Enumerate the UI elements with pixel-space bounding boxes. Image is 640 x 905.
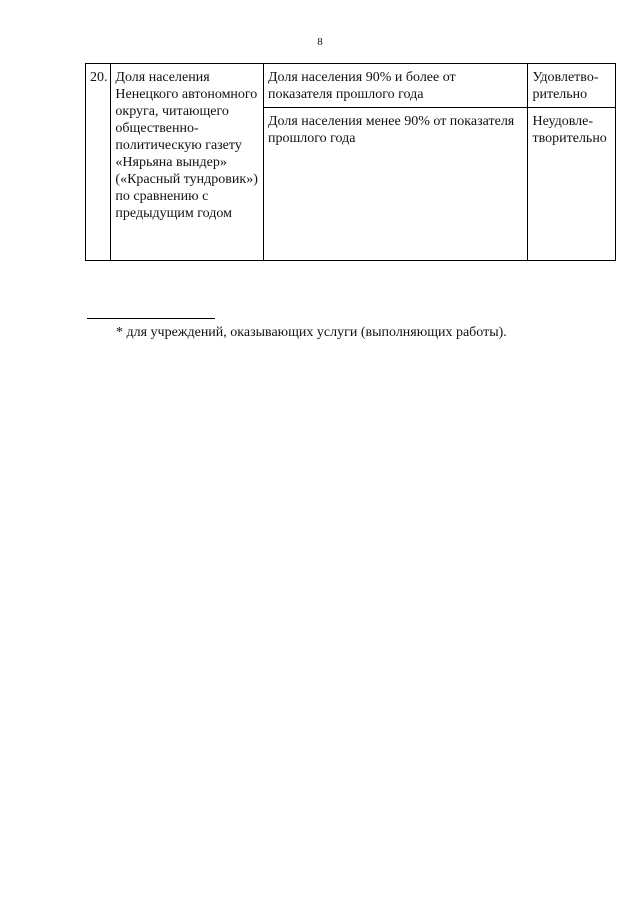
row-number: 20. bbox=[86, 64, 111, 261]
indicator-cell: Доля населения Ненецкого автономного округа, читающего общественно-политическую газету «Нярьяна вындер» («Красный тундровик») по сравнению с предыдущим годом bbox=[111, 64, 264, 261]
table-row bbox=[86, 64, 616, 108]
criteria-table bbox=[85, 63, 616, 261]
criterion-value-cell: Доля населения 90% и более от показателя прошлого года bbox=[264, 64, 528, 108]
criterion-value-cell: Доля населения менее 90% от показателя прошлого года bbox=[264, 108, 528, 261]
footnote: * для учреждений, оказывающих услуги (выполняющих работы). bbox=[116, 325, 507, 340]
footnote-divider bbox=[87, 318, 215, 319]
criterion-grade-cell: Удовлетво-рительно bbox=[528, 64, 616, 108]
page-number: 8 bbox=[317, 36, 323, 48]
criterion-grade-cell: Неудовле-творительно bbox=[528, 108, 616, 261]
